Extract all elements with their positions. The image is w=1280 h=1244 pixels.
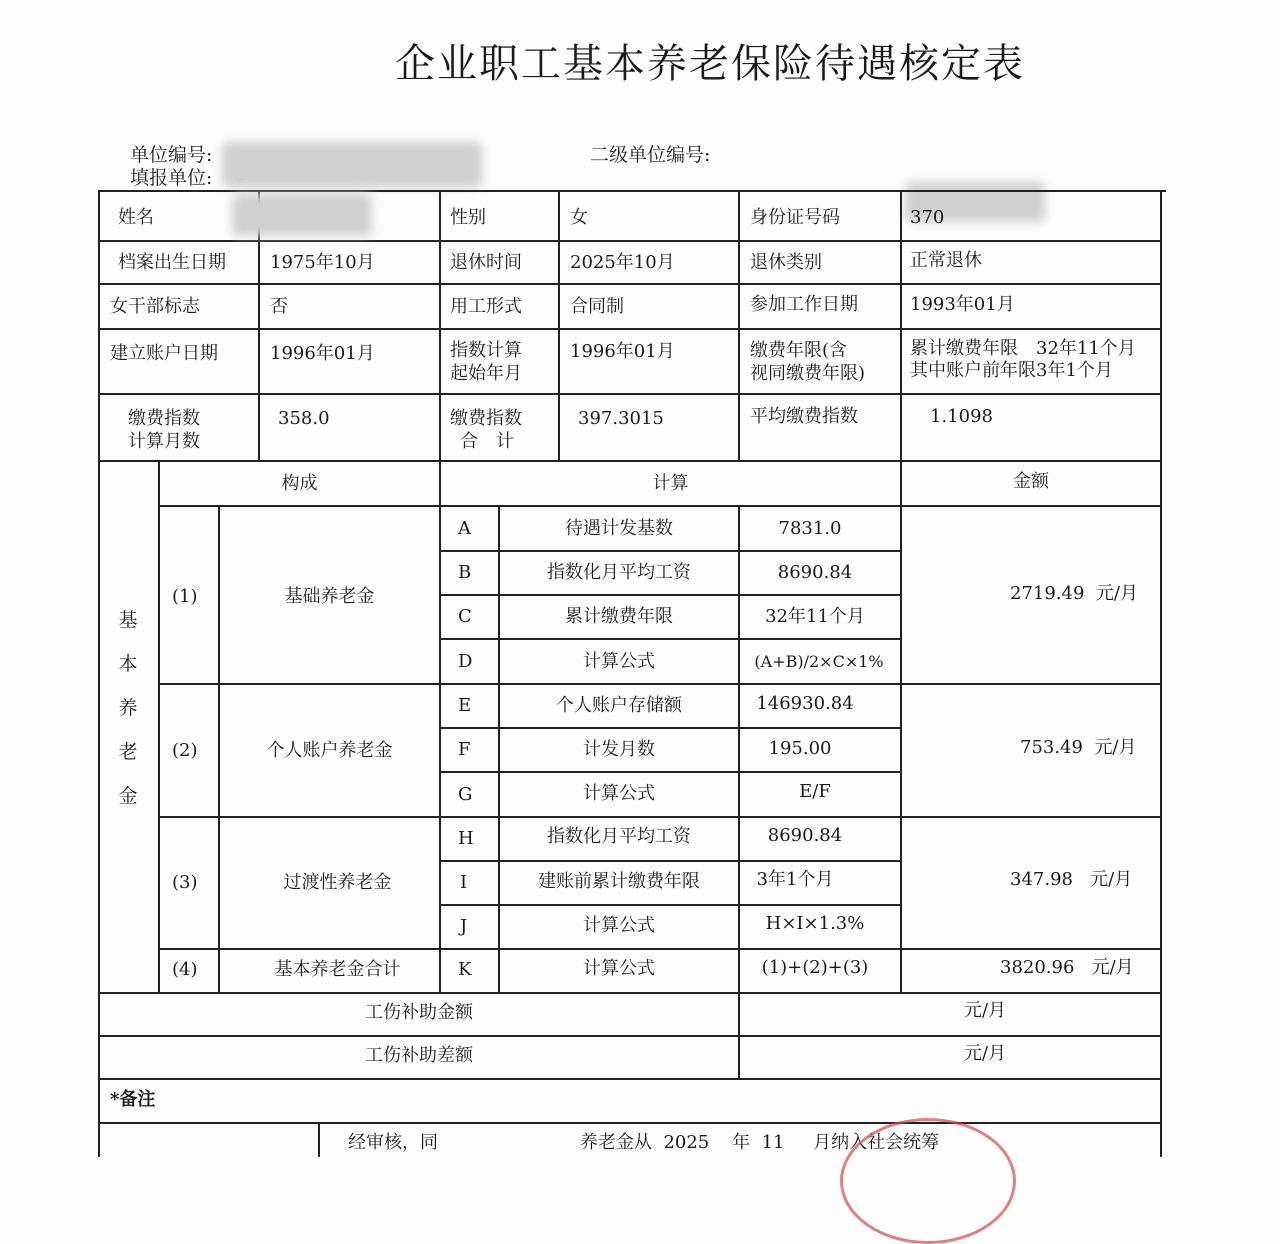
col-line — [439, 190, 441, 460]
group-name: 过渡性养老金 — [283, 872, 392, 893]
row-value: 195.00 — [768, 738, 832, 759]
row-item: 计算公式 — [583, 783, 655, 804]
row-value: (1)+(2)+(3) — [761, 957, 869, 978]
group-num: (4) — [172, 959, 198, 980]
row-line — [98, 1122, 1162, 1124]
row-code: H — [458, 828, 474, 849]
pension-year: 2025 — [663, 1132, 710, 1153]
col-line — [900, 190, 902, 460]
row-item: 累计缴费年限 — [565, 606, 673, 627]
row-line — [439, 594, 900, 596]
index-total-label-1: 缴费指数 — [450, 408, 522, 429]
id-value: 370 — [910, 207, 945, 228]
amount-unit: 元/月 — [1091, 957, 1134, 978]
index-start-label-1: 指数计算 — [450, 340, 522, 361]
retire-type-value: 正常退休 — [910, 250, 982, 271]
row-value: 146930.84 — [756, 693, 854, 714]
col-line — [218, 948, 220, 992]
amount-value: 347.98 — [1010, 869, 1073, 890]
year-unit: 年 — [732, 1132, 751, 1153]
row-code: K — [458, 959, 472, 980]
row-line — [158, 948, 1162, 950]
amount-unit: 元/月 — [1094, 737, 1137, 758]
row-item: 计算公式 — [583, 915, 655, 936]
pay-years-label-1: 缴费年限(含 — [750, 340, 848, 361]
row-line — [158, 683, 1162, 685]
employment-value: 合同制 — [570, 296, 624, 317]
female-cadre-value: 否 — [270, 296, 288, 317]
review-text: 经审核，同 — [348, 1132, 438, 1153]
fill-unit-label: 填报单位: — [130, 167, 213, 189]
index-total-label-2: 合 计 — [460, 431, 514, 452]
calculation-header: 计算 — [652, 473, 689, 494]
group-amount — [1020, 737, 1137, 759]
secondary-unit-label: 二级单位编号: — [590, 144, 711, 166]
side-label — [116, 598, 140, 818]
injury-subsidy-label: 工伤补助金额 — [365, 1002, 473, 1023]
row-code: F — [458, 739, 471, 760]
work-start-value: 1993年01月 — [910, 294, 1015, 315]
official-stamp — [840, 1118, 1016, 1244]
row-value: 32年11个月 — [765, 606, 865, 627]
group-name: 基本养老金合计 — [274, 959, 401, 980]
injury-subsidy-unit: 元/月 — [963, 1000, 1007, 1021]
id-label: 身份证号码 — [750, 207, 840, 228]
row-line — [439, 638, 900, 640]
retire-time-label: 退休时间 — [450, 252, 522, 273]
birth-value: 1975年10月 — [270, 252, 375, 273]
row-line — [439, 771, 900, 773]
col-line — [738, 190, 740, 460]
group-num: (3) — [172, 872, 198, 893]
gender-value: 女 — [570, 207, 588, 228]
row-code: A — [458, 518, 471, 539]
row-value: 8690.84 — [767, 825, 843, 846]
row-line — [98, 460, 1162, 462]
name-label: 姓名 — [118, 207, 154, 228]
amount-unit: 元/月 — [1095, 583, 1138, 604]
side-char: 基 — [118, 609, 138, 631]
birth-label: 档案出生日期 — [118, 252, 226, 273]
row-value: 8690.84 — [777, 562, 853, 583]
group-name: 个人账户养老金 — [266, 740, 393, 761]
account-date-value: 1996年01月 — [270, 343, 375, 364]
row-item: 指数化月平均工资 — [547, 826, 691, 847]
row-item: 计发月数 — [583, 739, 655, 760]
row-value: E/F — [799, 781, 831, 802]
row-code: E — [458, 695, 472, 716]
redacted-name — [232, 194, 372, 236]
col-line — [558, 190, 560, 460]
index-months-value: 358.0 — [278, 408, 330, 429]
composition-header: 构成 — [281, 473, 318, 494]
row-line — [439, 904, 900, 906]
row-code: I — [460, 872, 468, 893]
group-num: (1) — [172, 586, 198, 607]
col-line — [900, 460, 902, 992]
row-line — [98, 1078, 1162, 1080]
row-value: 7831.0 — [778, 518, 842, 539]
injury-diff-unit: 元/月 — [963, 1043, 1007, 1064]
row-line — [439, 860, 900, 862]
row-value: (A+B)/2×C×1% — [754, 652, 884, 671]
page-title: 企业职工基本养老保险待遇核定表 — [395, 41, 1025, 87]
month-text: 月纳入社会统筹 — [813, 1132, 940, 1153]
index-start-value: 1996年01月 — [570, 341, 675, 362]
female-cadre-label: 女干部标志 — [110, 296, 200, 317]
group-amount — [1010, 583, 1138, 605]
pay-years-label-2: 视同缴费年限) — [750, 363, 866, 384]
side-char: 老 — [118, 741, 138, 763]
redacted-unit-info — [222, 142, 482, 188]
col-line — [158, 460, 160, 992]
pension-month: 11 — [761, 1132, 785, 1153]
row-value: 3年1个月 — [756, 869, 834, 890]
amount-value: 3820.96 — [1000, 957, 1075, 978]
row-code: C — [458, 606, 472, 627]
amount-value: 2719.49 — [1010, 583, 1085, 604]
row-line — [158, 816, 1162, 818]
retire-type-label: 退休类别 — [750, 252, 822, 273]
avg-index-value: 1.1098 — [930, 406, 993, 427]
row-line — [158, 505, 1162, 507]
side-char: 金 — [118, 785, 138, 807]
row-item: 计算公式 — [583, 958, 655, 979]
row-item: 指数化月平均工资 — [547, 562, 691, 583]
pension-from: 养老金从 — [580, 1132, 652, 1153]
unit-code-label: 单位编号: — [130, 144, 213, 166]
side-char: 养 — [118, 697, 138, 719]
index-total-value: 397.3015 — [578, 408, 664, 429]
row-item: 建账前累计缴费年限 — [538, 871, 700, 892]
index-months-label-2: 计算月数 — [128, 431, 200, 452]
remarks-label: *备注 — [110, 1089, 156, 1110]
work-start-label: 参加工作日期 — [750, 294, 858, 315]
gender-label: 性别 — [450, 207, 486, 228]
row-value: H×I×1.3% — [765, 913, 865, 934]
col-line — [439, 460, 441, 992]
pay-years-value-2: 其中账户前年限3年1个月 — [910, 360, 1113, 381]
retire-time-value: 2025年10月 — [570, 252, 675, 273]
amount-unit: 元/月 — [1090, 869, 1133, 890]
row-line — [439, 550, 900, 552]
row-line — [439, 727, 900, 729]
row-code: J — [460, 916, 468, 937]
avg-index-label: 平均缴费指数 — [750, 406, 858, 427]
group-num: (2) — [172, 740, 198, 761]
employment-label: 用工形式 — [450, 296, 522, 317]
group-name: 基础养老金 — [284, 586, 375, 607]
index-months-label-1: 缴费指数 — [128, 408, 200, 429]
pay-years-value-1: 累计缴费年限 32年11个月 — [910, 338, 1136, 359]
row-item: 个人账户存储额 — [556, 695, 682, 716]
row-line — [98, 992, 1162, 994]
group-amount — [1010, 869, 1132, 891]
index-start-label-2: 起始年月 — [450, 363, 522, 384]
row-code: G — [458, 784, 473, 805]
injury-diff-label: 工伤补助差额 — [365, 1045, 473, 1066]
group-amount — [1000, 957, 1134, 979]
amount-header: 金额 — [1013, 471, 1049, 492]
row-item: 待遇计发基数 — [565, 518, 673, 539]
row-line — [98, 1035, 1162, 1037]
row-code: D — [458, 651, 473, 672]
account-date-label: 建立账户日期 — [110, 343, 218, 364]
col-line — [318, 1122, 320, 1157]
side-char: 本 — [118, 653, 138, 675]
row-item: 计算公式 — [583, 651, 655, 672]
row-code: B — [458, 562, 472, 583]
amount-value: 753.49 — [1020, 737, 1083, 758]
